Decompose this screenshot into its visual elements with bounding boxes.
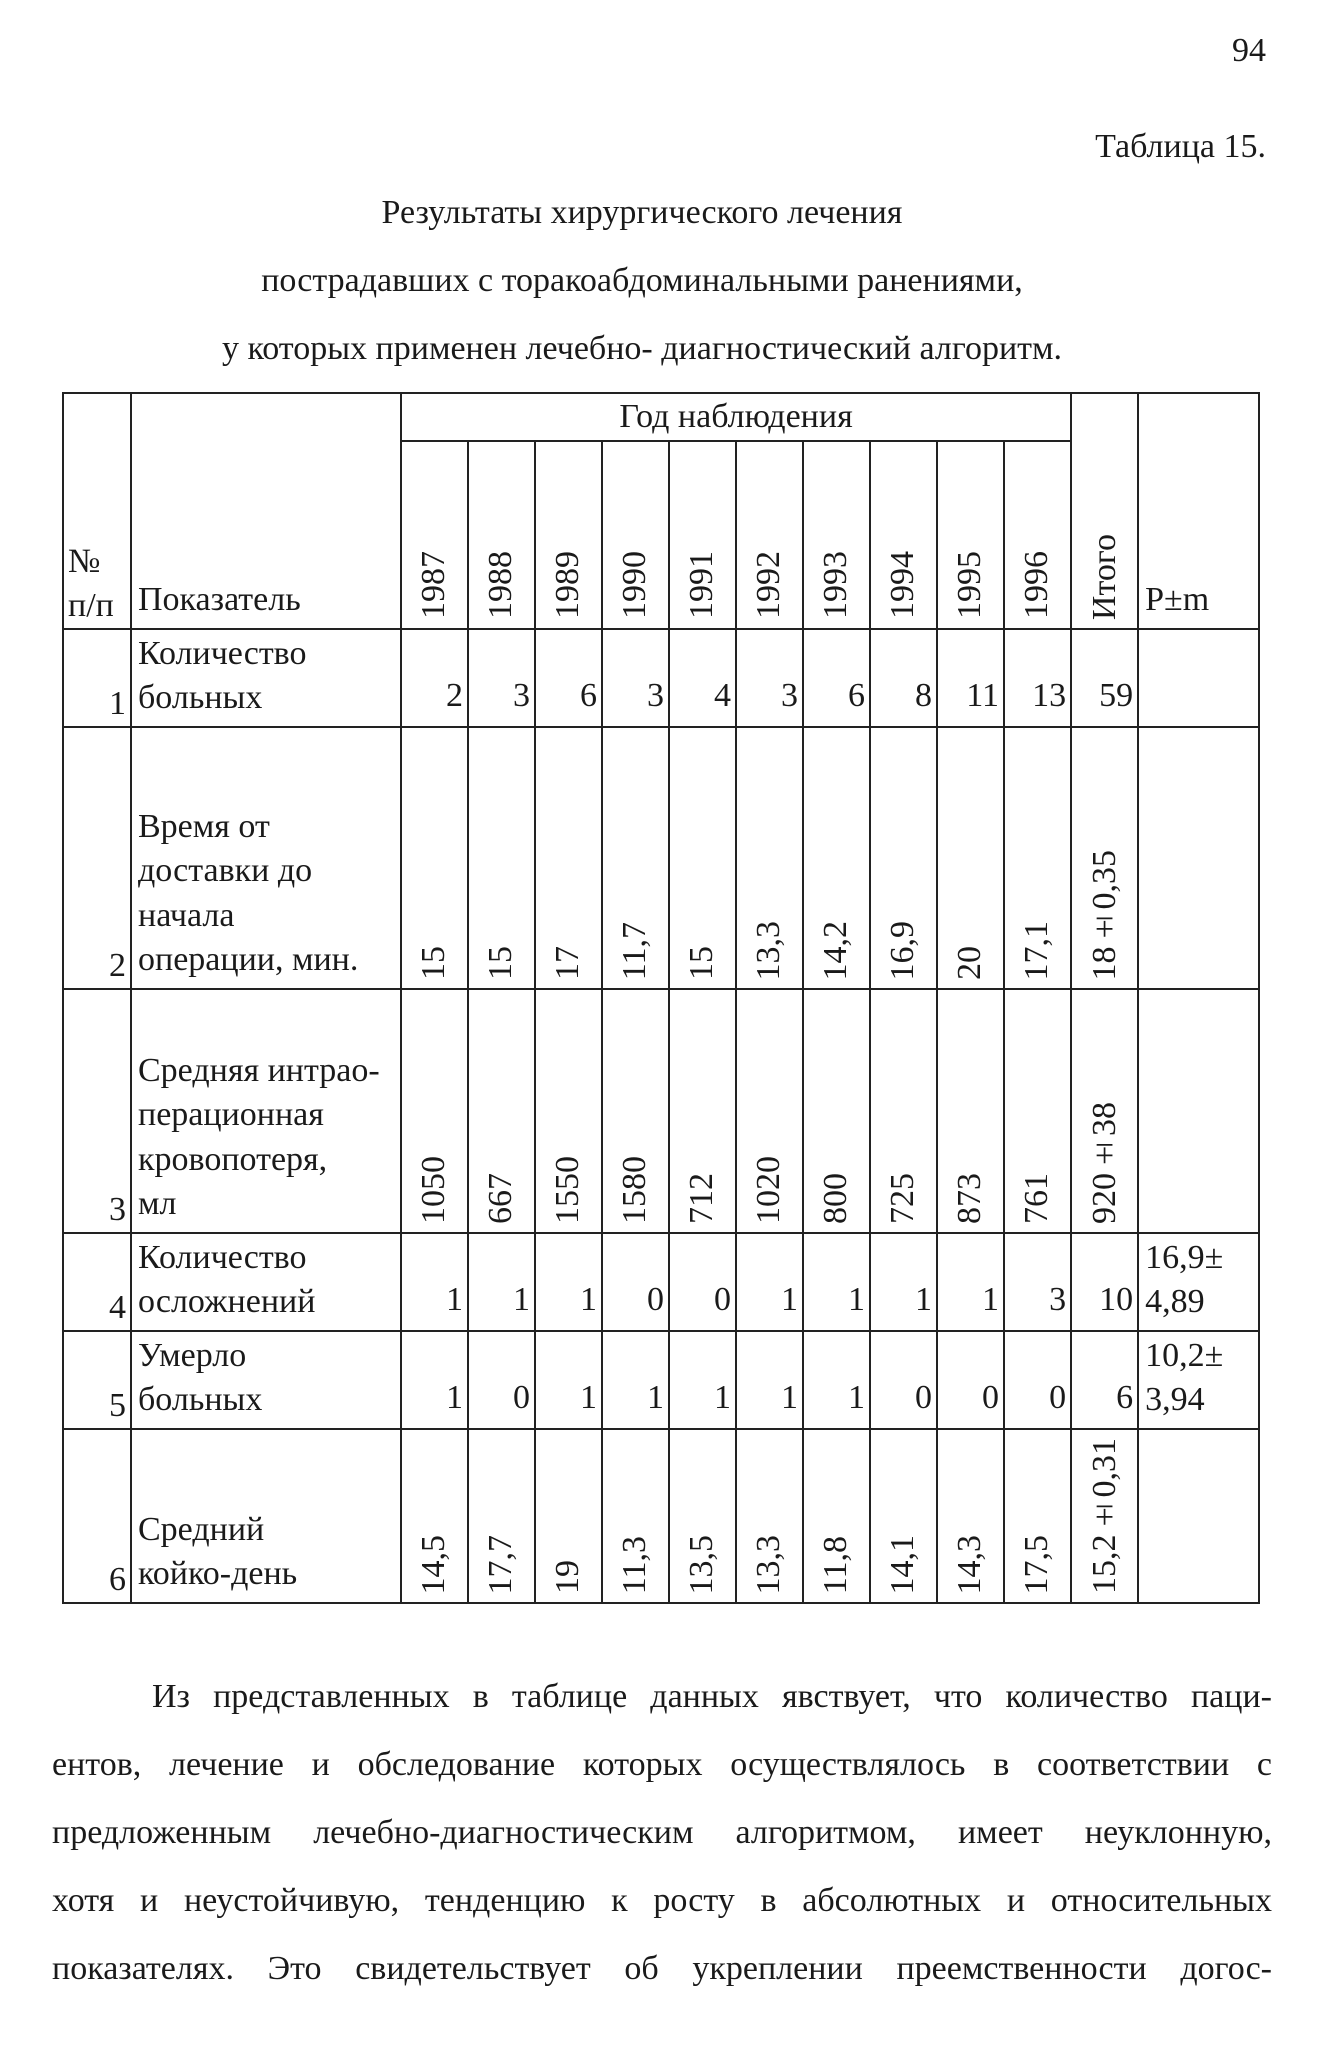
row-number: 6 <box>63 1429 131 1603</box>
value-cell: 19 <box>535 1429 602 1603</box>
value-cell: 1020 <box>736 989 803 1233</box>
header-year: 1988 <box>468 441 535 629</box>
value-cell: 725 <box>870 989 937 1233</box>
table-row <box>63 1429 1259 1603</box>
value-cell: 0 <box>669 1233 736 1331</box>
value-cell: 13 <box>1004 629 1071 727</box>
value-cell: 11,3 <box>602 1429 669 1603</box>
header-year: 1989 <box>535 441 602 629</box>
row-indicator: Средняя интрао- перационная кровопотеря, мл <box>131 989 401 1233</box>
value-cell: 17,1 <box>1004 727 1071 989</box>
value-cell: 920±38 <box>1071 989 1138 1233</box>
row-indicator: Количество осложнений <box>131 1233 401 1331</box>
value-cell: 6 <box>535 629 602 727</box>
row-pm: 16,9± 4,89 <box>1138 1233 1259 1331</box>
row-indicator: Средний койко-день <box>131 1429 401 1603</box>
value-cell: 1 <box>401 1331 468 1429</box>
value-cell: 14,3 <box>937 1429 1004 1603</box>
row-pm: 10,2± 3,94 <box>1138 1331 1259 1429</box>
paragraph-line-3: предложенным лечебно-диагностическим алгоритмом, имеет неуклонную, <box>52 1814 1272 1851</box>
header-indicator: Показатель <box>131 393 401 629</box>
value-cell: 1550 <box>535 989 602 1233</box>
value-cell: 3 <box>602 629 669 727</box>
row-indicator: Количество больных <box>131 629 401 727</box>
value-cell: 1 <box>535 1233 602 1331</box>
value-cell: 14,1 <box>870 1429 937 1603</box>
value-cell: 1050 <box>401 989 468 1233</box>
paragraph-line-2: ентов, лечение и обследование которых осуществлялось в соответствии с <box>52 1746 1272 1783</box>
results-table <box>62 392 1260 1604</box>
value-cell: 0 <box>602 1233 669 1331</box>
value-cell: 11,8 <box>803 1429 870 1603</box>
header-year: 1995 <box>937 441 1004 629</box>
row-indicator: Умерло больных <box>131 1331 401 1429</box>
header-year-group: Год наблюдения <box>401 393 1071 441</box>
value-cell: 15 <box>669 727 736 989</box>
value-cell: 11 <box>937 629 1004 727</box>
page-number: 94 <box>1232 32 1266 69</box>
header-year: 1993 <box>803 441 870 629</box>
row-number: 5 <box>63 1331 131 1429</box>
value-cell: 1 <box>535 1331 602 1429</box>
value-cell: 0 <box>870 1331 937 1429</box>
value-cell: 1 <box>602 1331 669 1429</box>
value-cell: 18±0,35 <box>1071 727 1138 989</box>
value-cell: 11,7 <box>602 727 669 989</box>
value-cell: 667 <box>468 989 535 1233</box>
value-cell: 0 <box>937 1331 1004 1429</box>
value-cell: 17,5 <box>1004 1429 1071 1603</box>
header-year: 1994 <box>870 441 937 629</box>
value-cell: 1 <box>870 1233 937 1331</box>
value-cell: 8 <box>870 629 937 727</box>
value-cell: 17 <box>535 727 602 989</box>
row-pm <box>1138 989 1259 1233</box>
table-row <box>63 989 1259 1233</box>
row-number: 4 <box>63 1233 131 1331</box>
table-title-line-1: Результаты хирургического лечения <box>381 194 903 231</box>
value-cell: 873 <box>937 989 1004 1233</box>
value-cell: 14,5 <box>401 1429 468 1603</box>
value-cell: 2 <box>401 629 468 727</box>
value-cell: 15,2±0,31 <box>1071 1429 1138 1603</box>
row-number: 1 <box>63 629 131 727</box>
value-cell: 10 <box>1071 1233 1138 1331</box>
value-cell: 1 <box>937 1233 1004 1331</box>
value-cell: 1 <box>736 1233 803 1331</box>
table-row <box>63 1233 1259 1331</box>
value-cell: 1 <box>803 1233 870 1331</box>
header-year: 1991 <box>669 441 736 629</box>
value-cell: 13,3 <box>736 727 803 989</box>
value-cell: 16,9 <box>870 727 937 989</box>
paragraph-line-4: хотя и неустойчивую, тенденцию к росту в абсолютных и относительных <box>52 1882 1272 1919</box>
value-cell: 15 <box>468 727 535 989</box>
header-num: № п/п <box>63 393 131 629</box>
table-row <box>63 1331 1259 1429</box>
table-title-line-3: у которых применен лечебно- диагностический алгоритм. <box>221 330 1063 367</box>
row-indicator: Время от доставки до начала операции, мин. <box>131 727 401 989</box>
value-cell: 1 <box>669 1331 736 1429</box>
value-cell: 20 <box>937 727 1004 989</box>
table-row <box>63 727 1259 989</box>
value-cell: 13,3 <box>736 1429 803 1603</box>
value-cell: 59 <box>1071 629 1138 727</box>
value-cell: 17,7 <box>468 1429 535 1603</box>
value-cell: 14,2 <box>803 727 870 989</box>
header-year: 1992 <box>736 441 803 629</box>
value-cell: 3 <box>1004 1233 1071 1331</box>
value-cell: 6 <box>1071 1331 1138 1429</box>
value-cell: 1 <box>736 1331 803 1429</box>
value-cell: 13,5 <box>669 1429 736 1603</box>
value-cell: 1 <box>803 1331 870 1429</box>
header-year: 1987 <box>401 441 468 629</box>
row-number: 2 <box>63 727 131 989</box>
value-cell: 3 <box>736 629 803 727</box>
value-cell: 4 <box>669 629 736 727</box>
header-year: 1990 <box>602 441 669 629</box>
row-pm <box>1138 629 1259 727</box>
value-cell: 1 <box>401 1233 468 1331</box>
row-pm <box>1138 1429 1259 1603</box>
row-pm <box>1138 727 1259 989</box>
header-year: 1996 <box>1004 441 1071 629</box>
value-cell: 761 <box>1004 989 1071 1233</box>
table-label: Таблица 15. <box>1095 128 1266 165</box>
value-cell: 1 <box>468 1233 535 1331</box>
value-cell: 15 <box>401 727 468 989</box>
row-number: 3 <box>63 989 131 1233</box>
value-cell: 0 <box>1004 1331 1071 1429</box>
header-pm: P±m <box>1138 393 1259 629</box>
value-cell: 3 <box>468 629 535 727</box>
value-cell: 0 <box>468 1331 535 1429</box>
table-title-line-2: пострадавших с торакоабдоминальными ранениями, <box>261 262 1023 299</box>
value-cell: 800 <box>803 989 870 1233</box>
table-row <box>63 629 1259 727</box>
paragraph-line-5: показателях. Это свидетельствует об укреплении преемственности догос- <box>52 1950 1272 1987</box>
value-cell: 6 <box>803 629 870 727</box>
paragraph-line-1: Из представленных в таблице данных явствует, что количество паци- <box>152 1678 1272 1715</box>
value-cell: 1580 <box>602 989 669 1233</box>
header-total: Итого <box>1071 393 1138 629</box>
value-cell: 712 <box>669 989 736 1233</box>
